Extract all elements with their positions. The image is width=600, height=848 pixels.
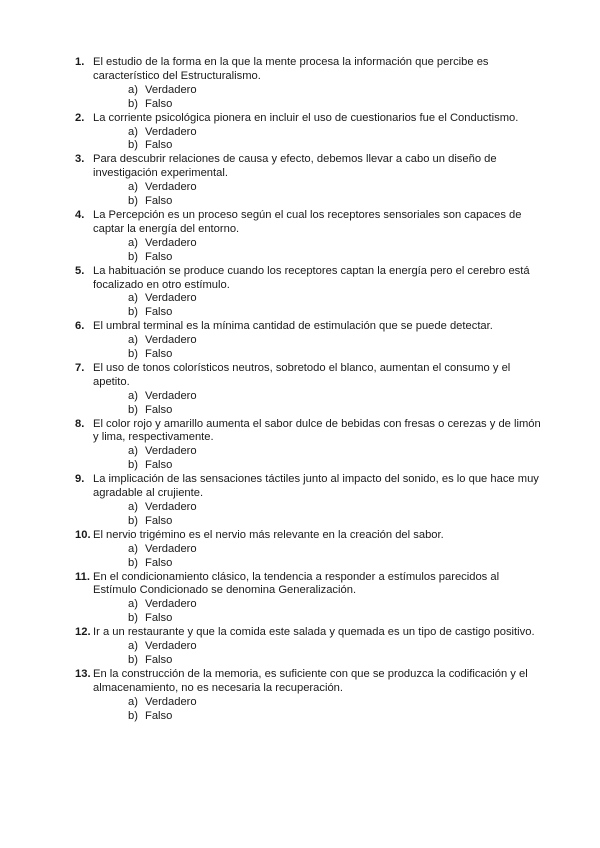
answer-options bbox=[93, 237, 545, 265]
option-letter: b) bbox=[128, 709, 138, 722]
question-item bbox=[75, 112, 545, 154]
question-item bbox=[75, 668, 545, 724]
answer-option bbox=[128, 501, 545, 515]
question-text: En el condicionamiento clásico, la tendencia a responder a estímulos parecidos al Estímulo Condicionado se denomina Generalización. bbox=[93, 570, 500, 597]
answer-option bbox=[128, 445, 545, 459]
option-label: Falso bbox=[145, 306, 173, 319]
option-label: Verdadero bbox=[145, 445, 197, 458]
option-letter: b) bbox=[128, 195, 138, 208]
answer-option bbox=[128, 348, 545, 362]
answer-option bbox=[128, 334, 545, 348]
question-item bbox=[75, 418, 545, 474]
answer-option bbox=[128, 612, 545, 626]
question-text: La corriente psicológica pionera en incluir el uso de cuestionarios fue el Conductismo. bbox=[93, 111, 519, 124]
option-label: Verdadero bbox=[145, 542, 197, 555]
question-text: El umbral terminal es la mínima cantidad de estimulación que se puede detectar. bbox=[93, 320, 493, 333]
option-label: Falso bbox=[145, 348, 173, 361]
answer-option bbox=[128, 306, 545, 320]
option-label: Verdadero bbox=[145, 236, 197, 249]
question-item bbox=[75, 362, 545, 418]
question-number: 6. bbox=[75, 320, 85, 333]
option-label: Falso bbox=[145, 139, 173, 152]
answer-options bbox=[93, 501, 545, 529]
option-letter: b) bbox=[128, 348, 138, 361]
option-letter: a) bbox=[128, 389, 138, 402]
answer-option bbox=[128, 195, 545, 209]
answer-option bbox=[128, 98, 545, 112]
answer-options bbox=[93, 390, 545, 418]
option-letter: b) bbox=[128, 459, 138, 472]
answer-options bbox=[93, 696, 545, 724]
question-number: 3. bbox=[75, 153, 85, 166]
answer-option bbox=[128, 640, 545, 654]
question-number: 4. bbox=[75, 208, 85, 221]
answer-option bbox=[128, 126, 545, 140]
option-label: Verdadero bbox=[145, 389, 197, 402]
option-letter: b) bbox=[128, 653, 138, 666]
question-item bbox=[75, 320, 545, 362]
option-label: Falso bbox=[145, 514, 173, 527]
option-letter: a) bbox=[128, 640, 138, 653]
question-item bbox=[75, 153, 545, 209]
answer-option bbox=[128, 404, 545, 418]
option-letter: b) bbox=[128, 612, 138, 625]
question-list bbox=[75, 56, 545, 724]
option-label: Verdadero bbox=[145, 640, 197, 653]
answer-option bbox=[128, 237, 545, 251]
option-letter: a) bbox=[128, 236, 138, 249]
question-number: 5. bbox=[75, 264, 85, 277]
option-letter: a) bbox=[128, 181, 138, 194]
option-label: Verdadero bbox=[145, 292, 197, 305]
question-text: El uso de tonos colorísticos neutros, sobretodo el blanco, aumentan el consumo y el apetito. bbox=[93, 361, 511, 388]
answer-option bbox=[128, 139, 545, 153]
option-letter: a) bbox=[128, 292, 138, 305]
option-label: Falso bbox=[145, 653, 173, 666]
question-item bbox=[75, 571, 545, 627]
question-number: 2. bbox=[75, 111, 85, 124]
option-label: Verdadero bbox=[145, 598, 197, 611]
option-letter: b) bbox=[128, 97, 138, 110]
answer-option bbox=[128, 181, 545, 195]
question-item bbox=[75, 56, 545, 112]
option-label: Verdadero bbox=[145, 125, 197, 138]
answer-option bbox=[128, 251, 545, 265]
option-letter: b) bbox=[128, 403, 138, 416]
option-label: Verdadero bbox=[145, 83, 197, 96]
option-label: Falso bbox=[145, 195, 173, 208]
question-number: 10. bbox=[75, 528, 91, 541]
answer-options bbox=[93, 543, 545, 571]
question-text: El estudio de la forma en la que la mente procesa la información que percibe es característico del Estructuralismo. bbox=[93, 56, 489, 82]
question-number: 9. bbox=[75, 473, 85, 486]
option-letter: b) bbox=[128, 250, 138, 263]
question-text: En la construcción de la memoria, es suficiente con que se produzca la codificación y el almacenamiento, no es necesaria la recuperación. bbox=[93, 667, 528, 694]
answer-option bbox=[128, 696, 545, 710]
option-letter: b) bbox=[128, 556, 138, 569]
question-text: Ir a un restaurante y que la comida este salada y quemada es un tipo de castigo positivo. bbox=[93, 626, 535, 639]
answer-options bbox=[93, 84, 545, 112]
question-text: La habituación se produce cuando los receptores captan la energía pero el cerebro está focalizado en otro estímulo. bbox=[93, 264, 530, 291]
option-label: Falso bbox=[145, 709, 173, 722]
answer-option bbox=[128, 598, 545, 612]
option-label: Verdadero bbox=[145, 695, 197, 708]
option-label: Verdadero bbox=[145, 501, 197, 513]
answer-options bbox=[93, 126, 545, 154]
question-text: Para descubrir relaciones de causa y efecto, debemos llevar a cabo un diseño de investigación experimental. bbox=[93, 153, 497, 180]
option-letter: a) bbox=[128, 334, 138, 347]
question-number: 1. bbox=[75, 56, 85, 68]
option-letter: a) bbox=[128, 695, 138, 708]
option-letter: a) bbox=[128, 542, 138, 555]
question-text: La implicación de las sensaciones táctiles junto al impacto del sonido, es lo que hace muy agradable al crujiente. bbox=[93, 473, 539, 500]
option-label: Falso bbox=[145, 403, 173, 416]
option-letter: a) bbox=[128, 598, 138, 611]
option-label: Falso bbox=[145, 97, 173, 110]
option-letter: b) bbox=[128, 139, 138, 152]
answer-option bbox=[128, 292, 545, 306]
answer-options bbox=[93, 598, 545, 626]
question-number: 8. bbox=[75, 417, 85, 430]
question-number: 11. bbox=[75, 570, 90, 583]
question-text: La Percepción es un proceso según el cual los receptores sensoriales son capaces de captar la energía del entorno. bbox=[93, 208, 522, 235]
answer-option bbox=[128, 515, 545, 529]
option-label: Falso bbox=[145, 250, 173, 263]
question-text: El nervio trigémino es el nervio más relevante en la creación del sabor. bbox=[93, 528, 444, 541]
answer-option bbox=[128, 654, 545, 668]
answer-options bbox=[93, 334, 545, 362]
question-item bbox=[75, 265, 545, 321]
answer-option bbox=[128, 557, 545, 571]
answer-option bbox=[128, 543, 545, 557]
question-number: 13. bbox=[75, 667, 91, 680]
option-letter: a) bbox=[128, 125, 138, 138]
question-item bbox=[75, 209, 545, 265]
answer-option bbox=[128, 710, 545, 724]
question-item bbox=[75, 529, 545, 571]
answer-options bbox=[93, 640, 545, 668]
option-label: Verdadero bbox=[145, 334, 197, 347]
answer-options bbox=[93, 292, 545, 320]
option-letter: a) bbox=[128, 501, 138, 513]
answer-option bbox=[128, 84, 545, 98]
question-text: El color rojo y amarillo aumenta el sabor dulce de bebidas con fresas o cerezas y de limón y lima, respectivamente. bbox=[93, 417, 541, 444]
answer-option bbox=[128, 459, 545, 473]
question-number: 12. bbox=[75, 626, 91, 639]
option-label: Falso bbox=[145, 556, 173, 569]
question-number: 7. bbox=[75, 361, 85, 374]
option-letter: b) bbox=[128, 306, 138, 319]
option-letter: a) bbox=[128, 83, 138, 96]
answer-option bbox=[128, 390, 545, 404]
answer-options bbox=[93, 181, 545, 209]
answer-options bbox=[93, 445, 545, 473]
option-letter: b) bbox=[128, 514, 138, 527]
option-label: Verdadero bbox=[145, 181, 197, 194]
question-item bbox=[75, 626, 545, 668]
option-label: Falso bbox=[145, 612, 173, 625]
option-label: Falso bbox=[145, 459, 173, 472]
question-item bbox=[75, 473, 545, 529]
option-letter: a) bbox=[128, 445, 138, 458]
